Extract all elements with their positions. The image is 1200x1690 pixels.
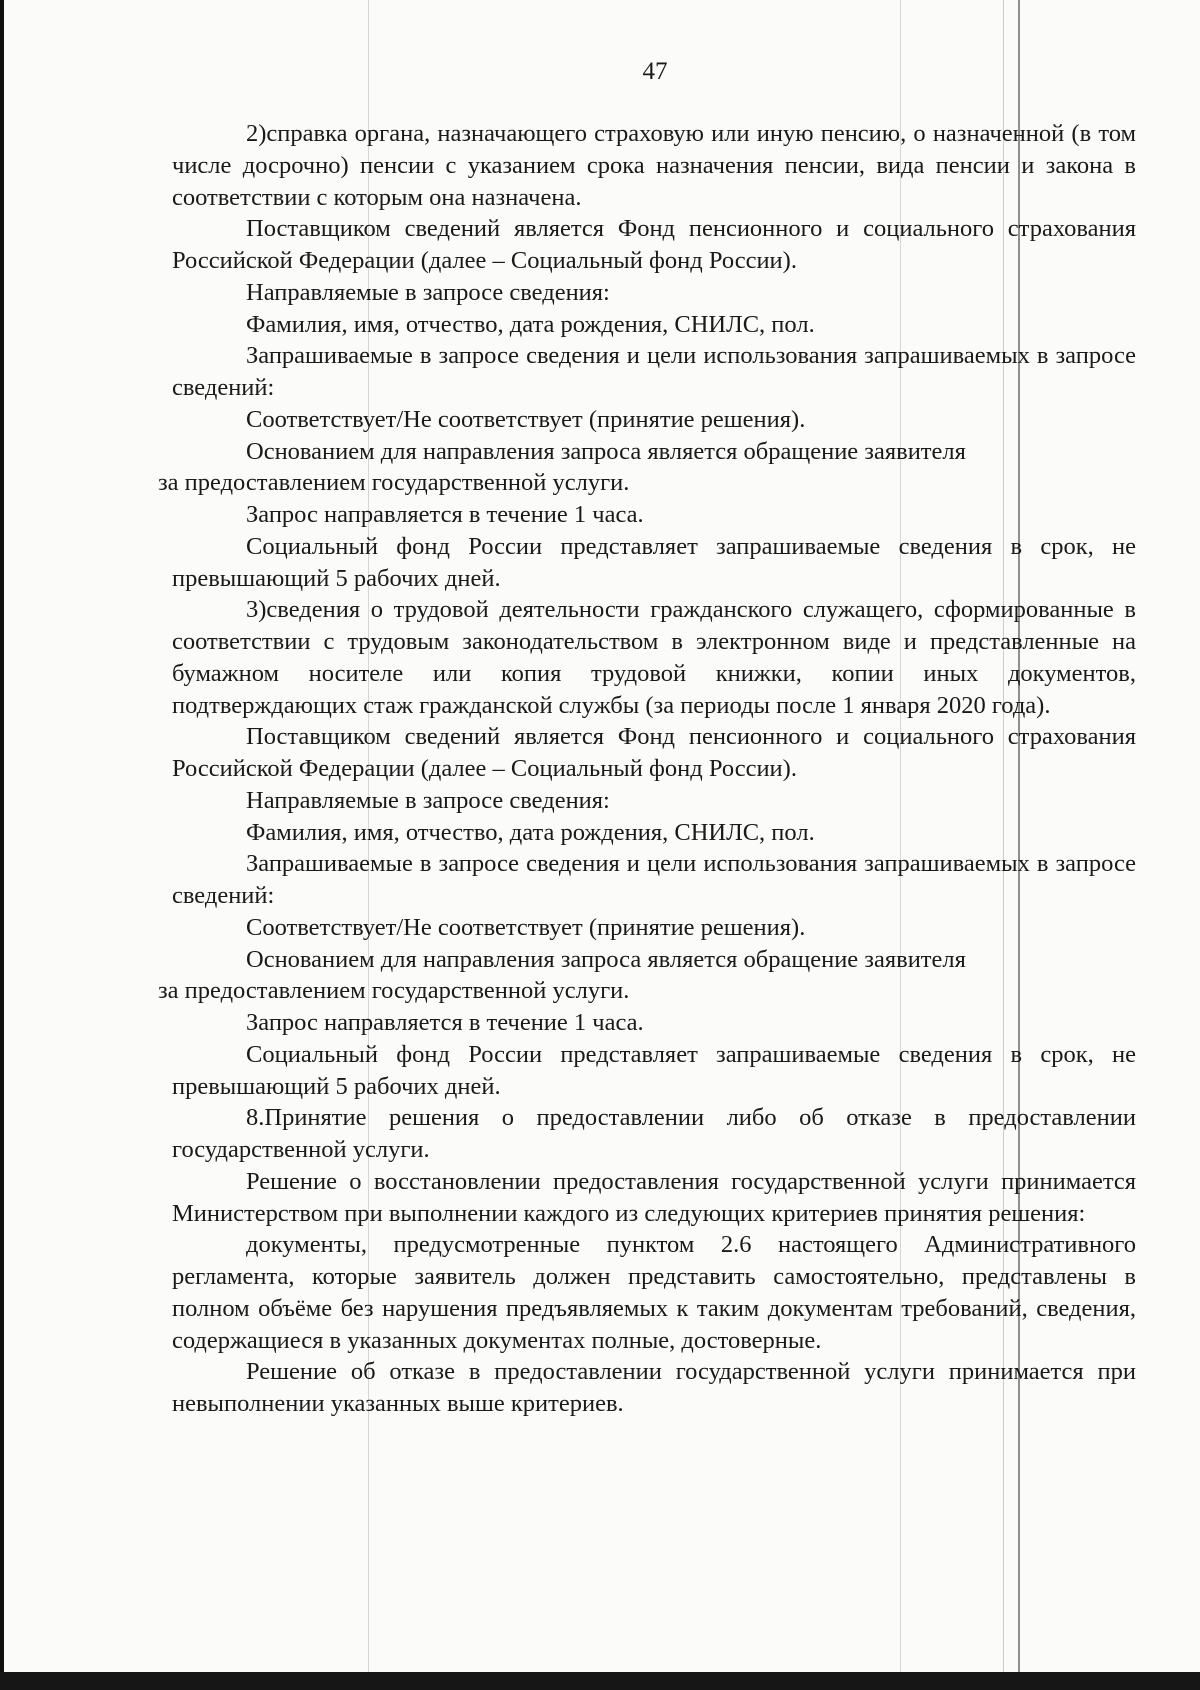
paragraph: 2)справка органа, назначающего страховую или иную пенсию, о назначенной (в том числе досрочно) пенсии с указанием срока назначения пенсии, вида пенсии и закона в соответствии с которым она назначена. <box>172 120 1136 211</box>
page-number: 47 <box>642 58 668 85</box>
scan-bottom-edge <box>0 1672 1200 1690</box>
paragraph: Фамилия, имя, отчество, дата рождения, СНИЛС, пол. <box>246 310 815 338</box>
paragraph: Направляемые в запросе сведения: <box>246 786 610 814</box>
paragraph: Соответствует/Не соответствует (принятие решения). <box>246 405 806 433</box>
paragraph: Запрашиваемые в запросе сведения и цели использования запрашиваемых в запросе сведений: <box>172 342 1136 401</box>
paragraph: Запрашиваемые в запросе сведения и цели использования запрашиваемых в запросе сведений: <box>172 850 1136 909</box>
paragraph: Основанием для направления запроса является обращение заявителя <box>246 945 966 973</box>
paragraph: Социальный фонд России представляет запрашиваемые сведения в срок, не превышающий 5 рабочих дней. <box>172 1040 1136 1100</box>
paragraph: Решение об отказе в предоставлении государственной услуги принимается при невыполнении указанных выше критериев. <box>172 1358 1136 1417</box>
paragraph: за предоставлением государственной услуги. <box>158 977 630 1005</box>
paragraph: 8.Принятие решения о предоставлении либо об отказе в предоставлении государственной услуги. <box>172 1104 1136 1163</box>
document-body <box>158 118 1136 1420</box>
paragraph: за предоставлением государственной услуги. <box>158 469 630 497</box>
paragraph: Соответствует/Не соответствует (принятие решения). <box>246 913 806 941</box>
paragraph: Запрос направляется в течение 1 часа. <box>246 501 644 528</box>
paragraph: документы, предусмотренные пунктом 2.6 настоящего Административного регламента, которые заявитель должен представить самостоятельно, представлены в полном объёме без нарушения предъявляемых к таким документам требований, сведения, содержащиеся в указанных документах полные, достоверные. <box>172 1231 1136 1354</box>
paragraph: Решение о восстановлении предоставления государственной услуги принимается Министерством при выполнении каждого из следующих критериев принятия решения: <box>172 1167 1136 1227</box>
paragraph: 3)сведения о трудовой деятельности гражданского служащего, сформированные в соответствии с трудовым законодательством в электронном виде и представленные на бумажном носителе или копия трудовой книжки, копии иных документов, подтверждающих стаж гражданской службы (за периоды после 1 января 2020 года). <box>172 596 1136 719</box>
paragraph: Запрос направляется в течение 1 часа. <box>246 1009 644 1036</box>
scan-left-edge <box>0 0 4 1690</box>
paragraph: Направляемые в запросе сведения: <box>246 278 610 306</box>
paragraph: Основанием для направления запроса является обращение заявителя <box>246 437 966 465</box>
paragraph: Фамилия, имя, отчество, дата рождения, СНИЛС, пол. <box>246 818 815 846</box>
paragraph: Поставщиком сведений является Фонд пенсионного и социального страхования Российской Федерации (далее – Социальный фонд России). <box>172 215 1136 274</box>
paragraph: Поставщиком сведений является Фонд пенсионного и социального страхования Российской Федерации (далее – Социальный фонд России). <box>172 723 1136 782</box>
paragraph: Социальный фонд России представляет запрашиваемые сведения в срок, не превышающий 5 рабочих дней. <box>172 532 1136 592</box>
